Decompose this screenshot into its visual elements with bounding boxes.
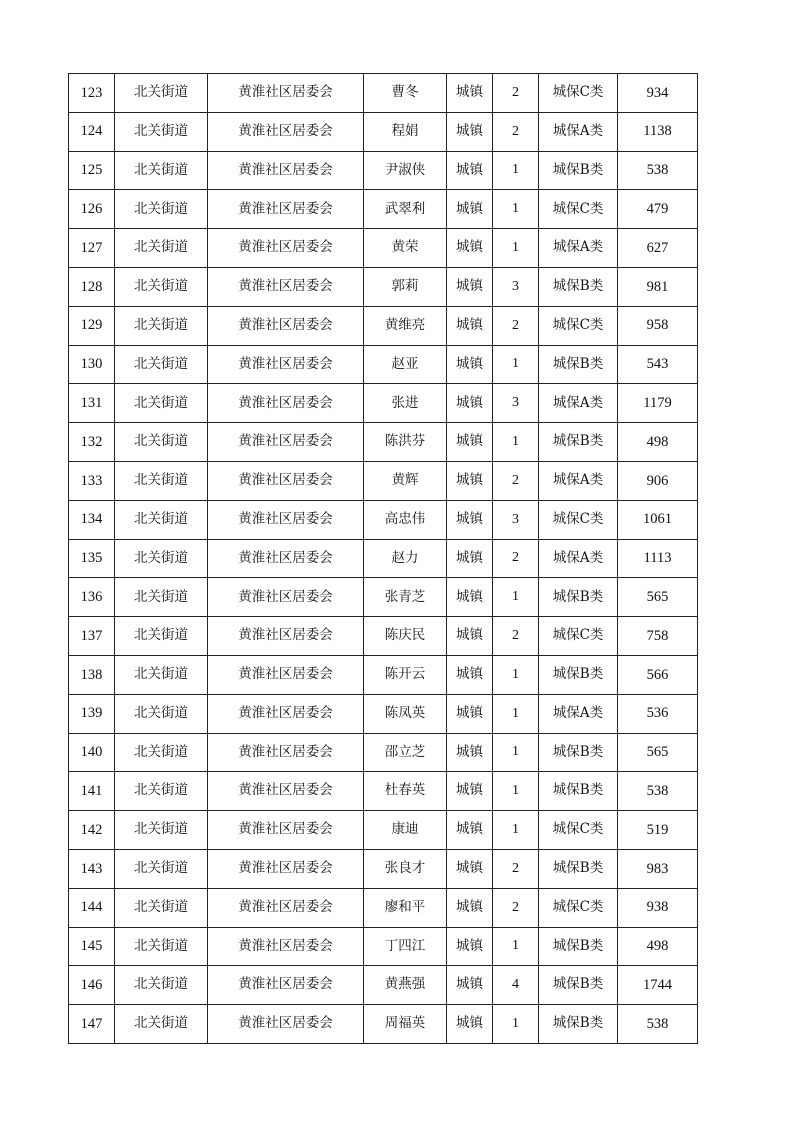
street-cell: 北关街道 — [115, 1005, 208, 1044]
serial-number-cell: 138 — [69, 655, 115, 694]
committee-cell: 黄淮社区居委会 — [208, 966, 364, 1005]
table-row — [69, 539, 698, 578]
area-type-cell: 城镇 — [447, 927, 493, 966]
area-type-cell: 城镇 — [447, 306, 493, 345]
table-row — [69, 966, 698, 1005]
serial-number-cell: 147 — [69, 1005, 115, 1044]
table-row — [69, 74, 698, 113]
committee-cell: 黄淮社区居委会 — [208, 500, 364, 539]
person-name-cell: 曹冬 — [364, 74, 447, 113]
table-row — [69, 190, 698, 229]
amount-cell: 536 — [618, 694, 698, 733]
committee-cell: 黄淮社区居委会 — [208, 384, 364, 423]
person-name-cell: 周福英 — [364, 1005, 447, 1044]
person-name-cell: 黄燕强 — [364, 966, 447, 1005]
household-count-cell: 1 — [493, 772, 539, 811]
area-type-cell: 城镇 — [447, 151, 493, 190]
serial-number-cell: 135 — [69, 539, 115, 578]
amount-cell: 498 — [618, 423, 698, 462]
household-count-cell: 2 — [493, 849, 539, 888]
street-cell: 北关街道 — [115, 811, 208, 850]
subsidy-category-cell: 城保C类 — [539, 500, 618, 539]
serial-number-cell: 146 — [69, 966, 115, 1005]
serial-number-cell: 124 — [69, 112, 115, 151]
table-row — [69, 927, 698, 966]
household-count-cell: 1 — [493, 655, 539, 694]
table-row — [69, 306, 698, 345]
person-name-cell: 高忠伟 — [364, 500, 447, 539]
amount-cell: 1744 — [618, 966, 698, 1005]
table-row — [69, 733, 698, 772]
subsidy-category-cell: 城保C类 — [539, 306, 618, 345]
person-name-cell: 康迪 — [364, 811, 447, 850]
person-name-cell: 丁四江 — [364, 927, 447, 966]
person-name-cell: 张进 — [364, 384, 447, 423]
street-cell: 北关街道 — [115, 384, 208, 423]
subsidy-category-cell: 城保C类 — [539, 617, 618, 656]
area-type-cell: 城镇 — [447, 267, 493, 306]
subsidy-category-cell: 城保C类 — [539, 811, 618, 850]
area-type-cell: 城镇 — [447, 811, 493, 850]
street-cell: 北关街道 — [115, 617, 208, 656]
amount-cell: 519 — [618, 811, 698, 850]
area-type-cell: 城镇 — [447, 461, 493, 500]
committee-cell: 黄淮社区居委会 — [208, 772, 364, 811]
household-count-cell: 1 — [493, 578, 539, 617]
serial-number-cell: 139 — [69, 694, 115, 733]
table-row — [69, 617, 698, 656]
person-name-cell: 张良才 — [364, 849, 447, 888]
person-name-cell: 陈开云 — [364, 655, 447, 694]
household-count-cell: 1 — [493, 345, 539, 384]
street-cell: 北关街道 — [115, 190, 208, 229]
person-name-cell: 黄维亮 — [364, 306, 447, 345]
subsidy-category-cell: 城保B类 — [539, 966, 618, 1005]
amount-cell: 1138 — [618, 112, 698, 151]
committee-cell: 黄淮社区居委会 — [208, 733, 364, 772]
area-type-cell: 城镇 — [447, 617, 493, 656]
serial-number-cell: 145 — [69, 927, 115, 966]
serial-number-cell: 131 — [69, 384, 115, 423]
household-count-cell: 2 — [493, 617, 539, 656]
street-cell: 北关街道 — [115, 345, 208, 384]
roster-body — [69, 74, 698, 1044]
table-row — [69, 888, 698, 927]
amount-cell: 1113 — [618, 539, 698, 578]
household-count-cell: 2 — [493, 306, 539, 345]
household-count-cell: 2 — [493, 539, 539, 578]
street-cell: 北关街道 — [115, 849, 208, 888]
area-type-cell: 城镇 — [447, 772, 493, 811]
street-cell: 北关街道 — [115, 500, 208, 539]
area-type-cell: 城镇 — [447, 539, 493, 578]
committee-cell: 黄淮社区居委会 — [208, 190, 364, 229]
table-row — [69, 578, 698, 617]
committee-cell: 黄淮社区居委会 — [208, 1005, 364, 1044]
household-count-cell: 2 — [493, 461, 539, 500]
person-name-cell: 赵亚 — [364, 345, 447, 384]
person-name-cell: 陈庆民 — [364, 617, 447, 656]
street-cell: 北关街道 — [115, 151, 208, 190]
table-row — [69, 229, 698, 268]
subsidy-category-cell: 城保B类 — [539, 927, 618, 966]
subsidy-category-cell: 城保C类 — [539, 888, 618, 927]
table-row — [69, 112, 698, 151]
subsidy-category-cell: 城保B类 — [539, 655, 618, 694]
committee-cell: 黄淮社区居委会 — [208, 267, 364, 306]
amount-cell: 479 — [618, 190, 698, 229]
area-type-cell: 城镇 — [447, 888, 493, 927]
area-type-cell: 城镇 — [447, 655, 493, 694]
committee-cell: 黄淮社区居委会 — [208, 849, 364, 888]
amount-cell: 938 — [618, 888, 698, 927]
committee-cell: 黄淮社区居委会 — [208, 539, 364, 578]
table-row — [69, 772, 698, 811]
household-count-cell: 3 — [493, 384, 539, 423]
amount-cell: 981 — [618, 267, 698, 306]
area-type-cell: 城镇 — [447, 694, 493, 733]
serial-number-cell: 129 — [69, 306, 115, 345]
person-name-cell: 陈洪芬 — [364, 423, 447, 462]
table-row — [69, 345, 698, 384]
table-row — [69, 461, 698, 500]
table-row — [69, 384, 698, 423]
subsidy-category-cell: 城保B类 — [539, 267, 618, 306]
amount-cell: 538 — [618, 772, 698, 811]
area-type-cell: 城镇 — [447, 1005, 493, 1044]
street-cell: 北关街道 — [115, 74, 208, 113]
street-cell: 北关街道 — [115, 694, 208, 733]
subsidy-category-cell: 城保B类 — [539, 423, 618, 462]
area-type-cell: 城镇 — [447, 112, 493, 151]
household-count-cell: 2 — [493, 74, 539, 113]
street-cell: 北关街道 — [115, 539, 208, 578]
amount-cell: 1179 — [618, 384, 698, 423]
area-type-cell: 城镇 — [447, 229, 493, 268]
serial-number-cell: 126 — [69, 190, 115, 229]
serial-number-cell: 123 — [69, 74, 115, 113]
subsidy-category-cell: 城保C类 — [539, 74, 618, 113]
street-cell: 北关街道 — [115, 927, 208, 966]
household-count-cell: 1 — [493, 1005, 539, 1044]
roster-table — [68, 73, 698, 1044]
street-cell: 北关街道 — [115, 578, 208, 617]
serial-number-cell: 128 — [69, 267, 115, 306]
subsidy-category-cell: 城保A类 — [539, 229, 618, 268]
household-count-cell: 3 — [493, 267, 539, 306]
amount-cell: 566 — [618, 655, 698, 694]
person-name-cell: 杜春英 — [364, 772, 447, 811]
amount-cell: 1061 — [618, 500, 698, 539]
household-count-cell: 1 — [493, 811, 539, 850]
serial-number-cell: 141 — [69, 772, 115, 811]
amount-cell: 543 — [618, 345, 698, 384]
committee-cell: 黄淮社区居委会 — [208, 927, 364, 966]
person-name-cell: 程娟 — [364, 112, 447, 151]
street-cell: 北关街道 — [115, 655, 208, 694]
committee-cell: 黄淮社区居委会 — [208, 74, 364, 113]
street-cell: 北关街道 — [115, 306, 208, 345]
committee-cell: 黄淮社区居委会 — [208, 112, 364, 151]
household-count-cell: 1 — [493, 190, 539, 229]
street-cell: 北关街道 — [115, 229, 208, 268]
area-type-cell: 城镇 — [447, 500, 493, 539]
amount-cell: 498 — [618, 927, 698, 966]
serial-number-cell: 143 — [69, 849, 115, 888]
street-cell: 北关街道 — [115, 888, 208, 927]
subsidy-category-cell: 城保A类 — [539, 694, 618, 733]
serial-number-cell: 125 — [69, 151, 115, 190]
table-row — [69, 500, 698, 539]
amount-cell: 565 — [618, 578, 698, 617]
serial-number-cell: 132 — [69, 423, 115, 462]
person-name-cell: 邵立芝 — [364, 733, 447, 772]
area-type-cell: 城镇 — [447, 74, 493, 113]
household-count-cell: 1 — [493, 927, 539, 966]
person-name-cell: 张青芝 — [364, 578, 447, 617]
serial-number-cell: 137 — [69, 617, 115, 656]
committee-cell: 黄淮社区居委会 — [208, 578, 364, 617]
committee-cell: 黄淮社区居委会 — [208, 655, 364, 694]
amount-cell: 983 — [618, 849, 698, 888]
household-count-cell: 1 — [493, 694, 539, 733]
committee-cell: 黄淮社区居委会 — [208, 888, 364, 927]
street-cell: 北关街道 — [115, 966, 208, 1005]
amount-cell: 934 — [618, 74, 698, 113]
serial-number-cell: 142 — [69, 811, 115, 850]
committee-cell: 黄淮社区居委会 — [208, 461, 364, 500]
household-count-cell: 1 — [493, 229, 539, 268]
person-name-cell: 陈凤英 — [364, 694, 447, 733]
area-type-cell: 城镇 — [447, 345, 493, 384]
person-name-cell: 赵力 — [364, 539, 447, 578]
committee-cell: 黄淮社区居委会 — [208, 229, 364, 268]
committee-cell: 黄淮社区居委会 — [208, 811, 364, 850]
person-name-cell: 武翠利 — [364, 190, 447, 229]
serial-number-cell: 130 — [69, 345, 115, 384]
serial-number-cell: 134 — [69, 500, 115, 539]
table-row — [69, 1005, 698, 1044]
subsidy-category-cell: 城保B类 — [539, 772, 618, 811]
area-type-cell: 城镇 — [447, 733, 493, 772]
amount-cell: 958 — [618, 306, 698, 345]
committee-cell: 黄淮社区居委会 — [208, 306, 364, 345]
person-name-cell: 郭莉 — [364, 267, 447, 306]
area-type-cell: 城镇 — [447, 849, 493, 888]
person-name-cell: 黄辉 — [364, 461, 447, 500]
subsidy-category-cell: 城保B类 — [539, 849, 618, 888]
table-row — [69, 151, 698, 190]
subsidy-category-cell: 城保B类 — [539, 733, 618, 772]
table-row — [69, 423, 698, 462]
serial-number-cell: 144 — [69, 888, 115, 927]
table-row — [69, 655, 698, 694]
amount-cell: 565 — [618, 733, 698, 772]
street-cell: 北关街道 — [115, 423, 208, 462]
household-count-cell: 2 — [493, 112, 539, 151]
area-type-cell: 城镇 — [447, 384, 493, 423]
street-cell: 北关街道 — [115, 461, 208, 500]
subsidy-category-cell: 城保B类 — [539, 1005, 618, 1044]
street-cell: 北关街道 — [115, 772, 208, 811]
subsidy-category-cell: 城保B类 — [539, 345, 618, 384]
subsidy-category-cell: 城保A类 — [539, 461, 618, 500]
street-cell: 北关街道 — [115, 267, 208, 306]
amount-cell: 538 — [618, 151, 698, 190]
household-count-cell: 2 — [493, 888, 539, 927]
serial-number-cell: 133 — [69, 461, 115, 500]
serial-number-cell: 136 — [69, 578, 115, 617]
area-type-cell: 城镇 — [447, 423, 493, 462]
household-count-cell: 1 — [493, 733, 539, 772]
table-row — [69, 811, 698, 850]
household-count-cell: 1 — [493, 423, 539, 462]
area-type-cell: 城镇 — [447, 190, 493, 229]
amount-cell: 627 — [618, 229, 698, 268]
subsidy-category-cell: 城保A类 — [539, 384, 618, 423]
committee-cell: 黄淮社区居委会 — [208, 345, 364, 384]
person-name-cell: 尹淑侠 — [364, 151, 447, 190]
subsidy-category-cell: 城保A类 — [539, 112, 618, 151]
subsidy-category-cell: 城保B类 — [539, 578, 618, 617]
household-count-cell: 1 — [493, 151, 539, 190]
household-count-cell: 4 — [493, 966, 539, 1005]
street-cell: 北关街道 — [115, 733, 208, 772]
person-name-cell: 廖和平 — [364, 888, 447, 927]
area-type-cell: 城镇 — [447, 578, 493, 617]
table-row — [69, 694, 698, 733]
committee-cell: 黄淮社区居委会 — [208, 151, 364, 190]
subsidy-category-cell: 城保B类 — [539, 151, 618, 190]
committee-cell: 黄淮社区居委会 — [208, 617, 364, 656]
table-row — [69, 267, 698, 306]
serial-number-cell: 140 — [69, 733, 115, 772]
table-row — [69, 849, 698, 888]
subsidy-category-cell: 城保C类 — [539, 190, 618, 229]
serial-number-cell: 127 — [69, 229, 115, 268]
amount-cell: 906 — [618, 461, 698, 500]
committee-cell: 黄淮社区居委会 — [208, 423, 364, 462]
area-type-cell: 城镇 — [447, 966, 493, 1005]
amount-cell: 758 — [618, 617, 698, 656]
street-cell: 北关街道 — [115, 112, 208, 151]
amount-cell: 538 — [618, 1005, 698, 1044]
subsidy-category-cell: 城保A类 — [539, 539, 618, 578]
committee-cell: 黄淮社区居委会 — [208, 694, 364, 733]
person-name-cell: 黄荣 — [364, 229, 447, 268]
household-count-cell: 3 — [493, 500, 539, 539]
